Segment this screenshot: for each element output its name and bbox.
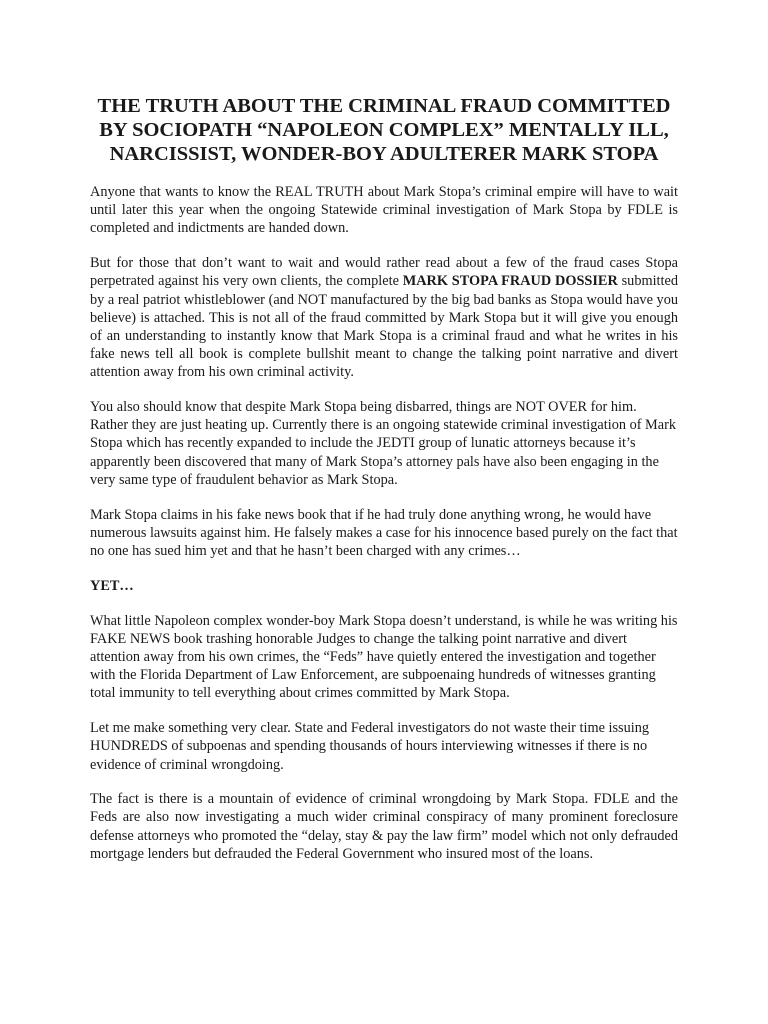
paragraph-4: Mark Stopa claims in his fake news book that if he had truly done anything wrong, he would have numerous lawsuits against him. He falsely makes a case for his innocence based purely on the fact that no one has sued him yet and that he hasn’t been charged with any crimes… [90,506,678,559]
paragraph-6: Let me make something very clear. State and Federal investigators do not waste their time issuing HUNDREDS of subpoenas and spending thousands of hours interviewing witnesses if there is no evidence of criminal wrongdoing. [90,720,650,773]
paragraph-5: What little Napoleon complex wonder-boy Mark Stopa doesn’t understand, is while he was writing his FAKE NEWS book trashing honorable Judges to change the talking point narrative and divert attention away from his own crimes, the “Feds” have quietly entered the investigation and together with the Florida Department of Law Enforcement, are subpoenaing hundreds of witnesses granting total immunity to tell everything about crimes committed by Mark Stopa. [90,612,678,702]
paragraph-1: Anyone that wants to know the REAL TRUTH about Mark Stopa’s criminal empire will have to wait until later this year when the ongoing Statewide criminal investigation of Mark Stopa by FDLE is completed and indictments are handed down. [90,184,678,237]
title-line-1: THE TRUTH ABOUT THE CRIMINAL FRAUD COMMITTED [97,95,671,117]
title-line-3: NARCISSIST, WONDER-BOY ADULTERER MARK STOPA [109,143,659,165]
paragraph-3: You also should know that despite Mark Stopa being disbarred, things are NOT OVER for him. Rather they are just heating up. Currently there is an ongoing statewide criminal investigation of Mark Stopa which has recently expanded to include the JEDTI group of lunatic attorneys because it’s apparently been discovered that many of Mark Stopa’s attorney pals have also been engaging in the very same type of fraudulent behavior as Mark Stopa. [90,399,677,488]
paragraph-2-intro: But for those that don’t want to wait and would rather read about a few of the fraud cases Stopa perpetrated against his very own clients, the complete [90,255,678,290]
yet-heading: YET… [90,577,134,594]
title-line-2: BY SOCIOPATH “NAPOLEON COMPLEX” MENTALLY ILL, [99,119,669,141]
paragraph-2 [90,254,678,381]
fraud-dossier-label: MARK STOPA FRAUD DOSSIER [402,273,618,290]
document-page [90,94,678,880]
paragraph-2-rest: submitted by a real patriot whistleblower (and NOT manufactured by the big bad banks as Stopa would have you believe) is attached. This is not all of the fraud committed by Mark Stopa but it will give you enough of an understanding to instantly know that Mark Stopa is a criminal fraud and what he writes in his fake news tell all book is complete bullshit meant to change the talking point narrative and divert attention away from his own criminal activity. [90,273,678,381]
document-title [86,94,682,166]
paragraph-7: The fact is there is a mountain of evidence of criminal wrongdoing by Mark Stopa. FDLE and the Feds are also now investigating a much wider criminal conspiracy of many prominent foreclosure defense attorneys who promoted the “delay, stay & pay the law firm” model which not only defrauded mortgage lenders but defrauded the Federal Government who insured most of the loans. [90,791,678,862]
